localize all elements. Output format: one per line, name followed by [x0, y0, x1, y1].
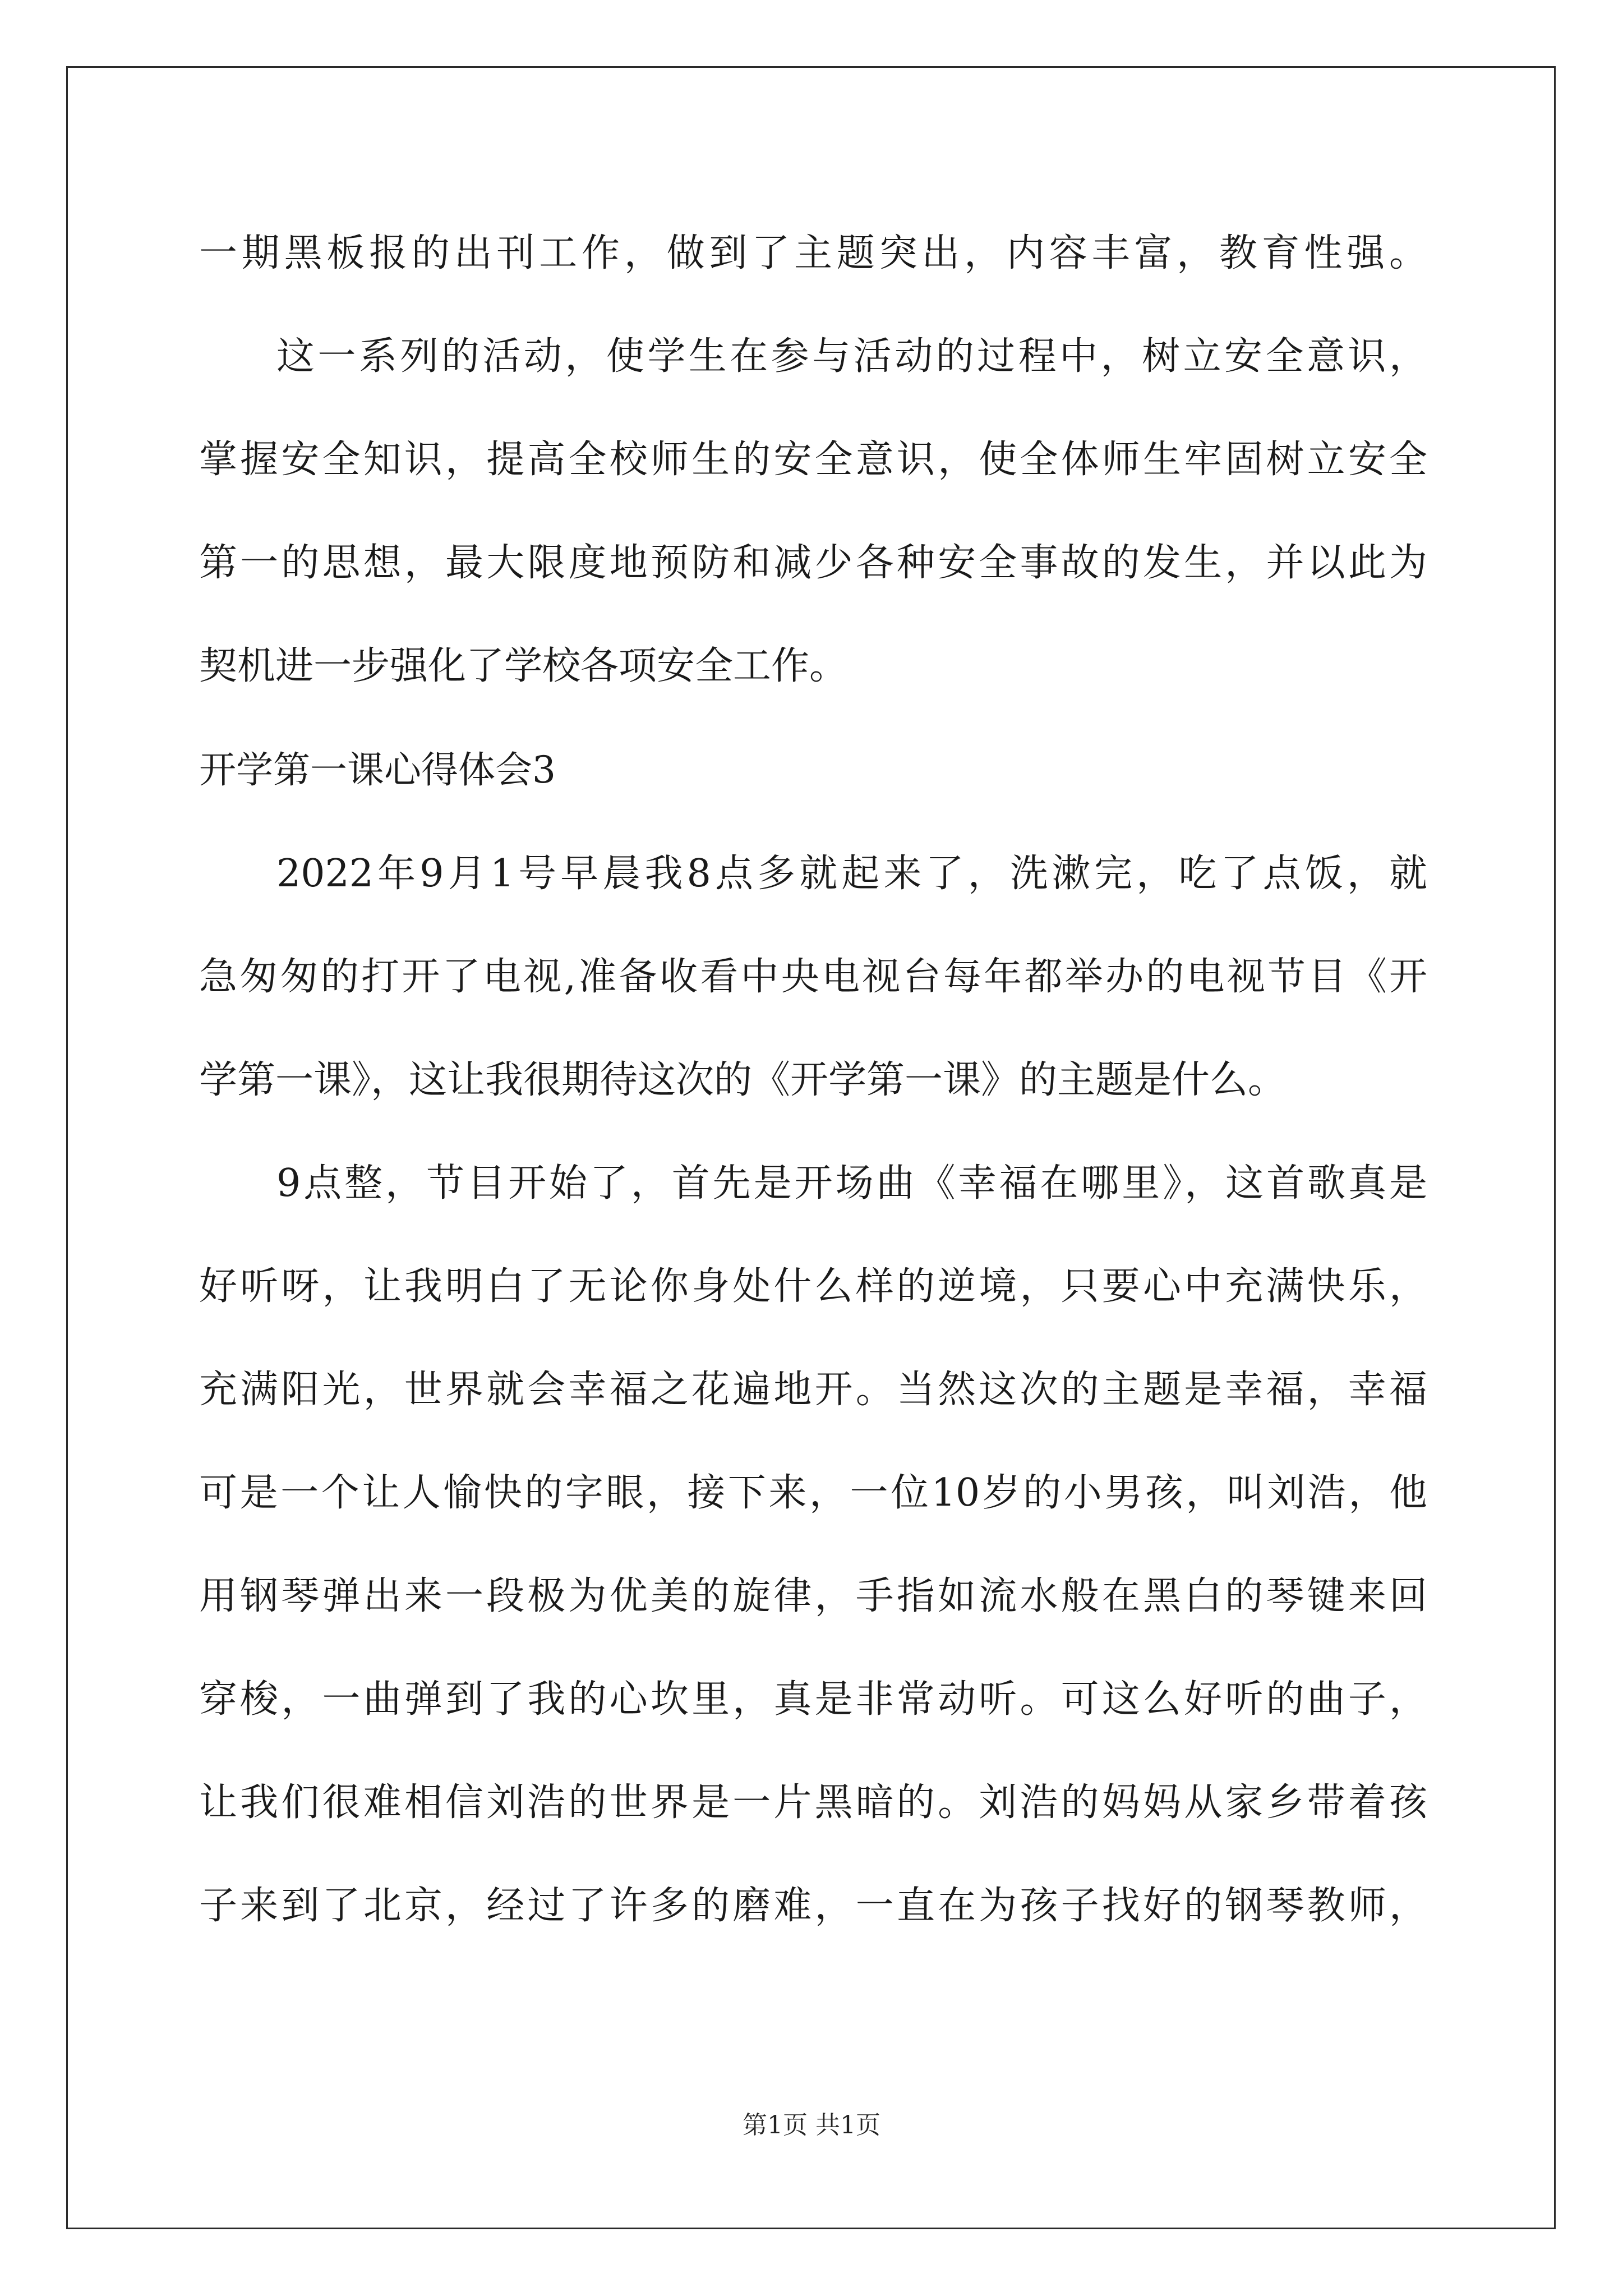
- text-line: 用钢琴弹出来一段极为优美的旋律，手指如流水般在黑白的琴键来回: [199, 1574, 1427, 1618]
- text-line: 子来到了北京，经过了许多的磨难，一直在为孩子找好的钢琴教师，: [199, 1884, 1427, 1928]
- text-line: 穿梭，一曲弹到了我的心坎里，真是非常动听。可这么好听的曲子，: [199, 1677, 1427, 1722]
- paragraph-first-line: 9点整，节目开始了，首先是开场曲《幸福在哪里》，这首歌真是: [276, 1161, 1427, 1205]
- text-line: 充满阳光，世界就会幸福之花遍地开。当然这次的主题是幸福，幸福: [199, 1368, 1427, 1412]
- text-line: 可是一个让人愉快的字眼，接下来，一位10岁的小男孩，叫刘浩，他: [199, 1471, 1427, 1515]
- paragraph-first-line: 2022年9月1号早晨我8点多就起来了，洗漱完，吃了点饭，就: [276, 852, 1427, 896]
- text-line: 掌握安全知识，提高全校师生的安全意识，使全体师生牢固树立安全: [199, 438, 1427, 482]
- text-line: 第一的思想，最大限度地预防和减少各种安全事故的发生，并以此为: [199, 541, 1427, 585]
- text-line: 契机进一步强化了学校各项安全工作。: [199, 644, 848, 688]
- page-footer: 第1页 共1页: [743, 2111, 880, 2139]
- text-line: 急匆匆的打开了电视,准备收看中央电视台每年都举办的电视节目《开: [199, 955, 1427, 999]
- paragraph-first-line: 这一系列的活动，使学生在参与活动的过程中，树立安全意识，: [276, 334, 1427, 379]
- section-heading: 开学第一课心得体会3: [199, 748, 556, 792]
- text-line: 让我们很难相信刘浩的世界是一片黑暗的。刘浩的妈妈从家乡带着孩: [199, 1780, 1427, 1825]
- text-line: 一期黑板报的出刊工作，做到了主题突出，内容丰富，教育性强。: [199, 231, 1427, 275]
- text-line: 学第一课》，这让我很期待这次的《开学第一课》的主题是什么。: [199, 1058, 1287, 1102]
- text-line: 好听呀，让我明白了无论你身处什么样的逆境，只要心中充满快乐，: [199, 1264, 1427, 1309]
